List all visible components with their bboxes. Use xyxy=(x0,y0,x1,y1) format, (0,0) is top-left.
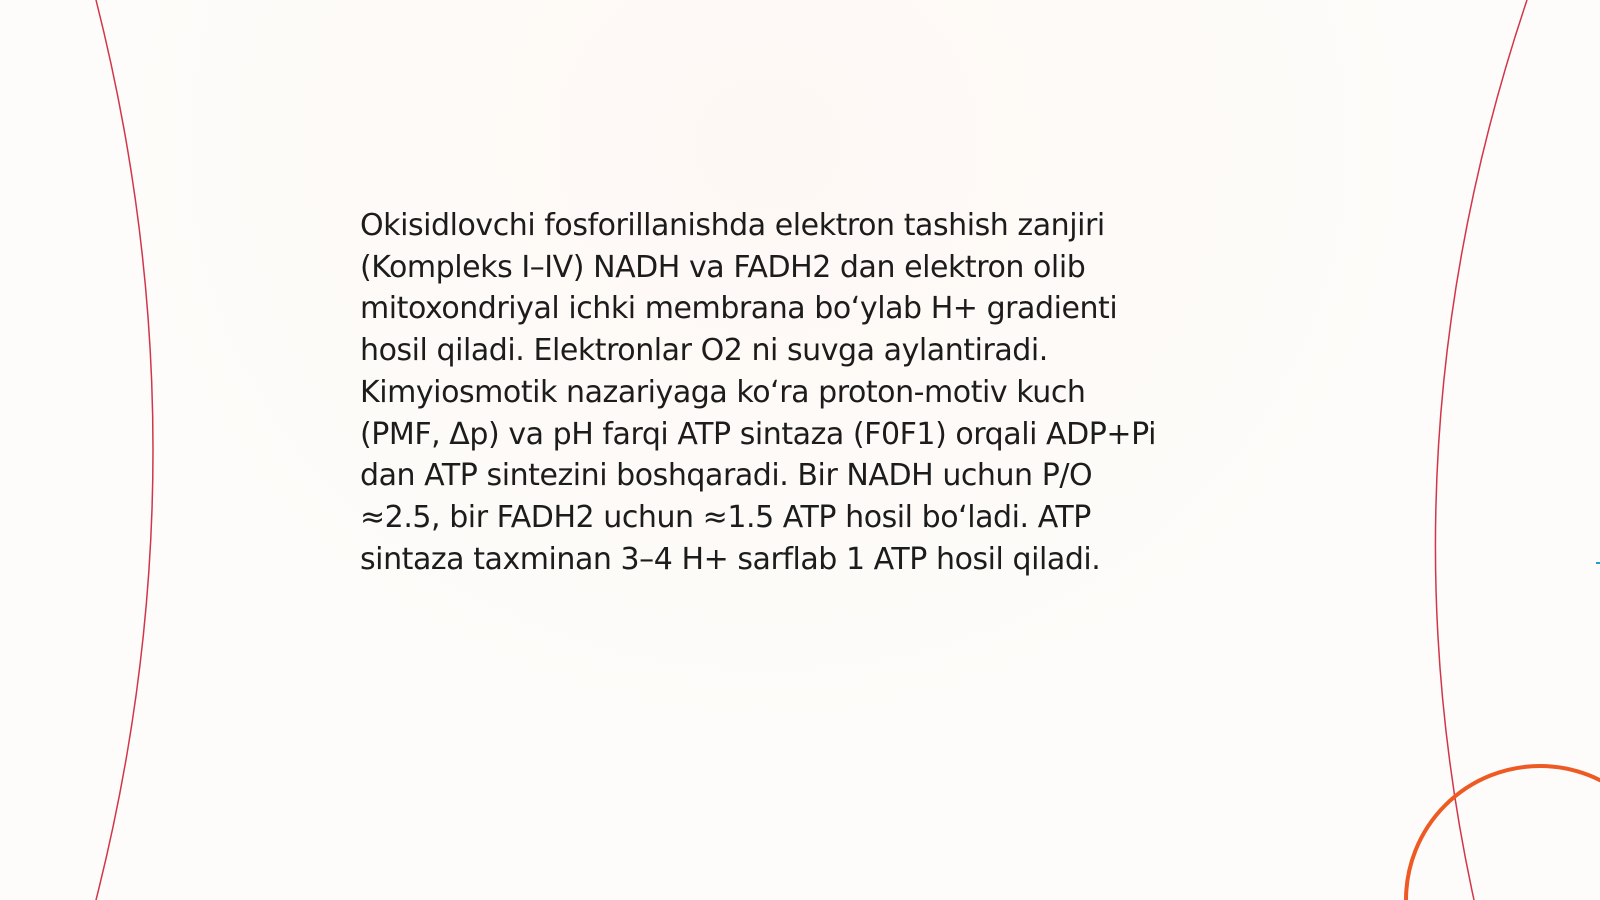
body-line: (Kompleks I–IV) NADH va FADH2 dan elektron olib xyxy=(360,249,1086,285)
body-line: Kimyiosmotik nazariyaga ko‘ra proton-motiv kuch xyxy=(360,374,1086,410)
orange-accent-arc xyxy=(1406,766,1600,900)
body-line: hosil qiladi. Elektronlar O2 ni suvga aylantiradi. xyxy=(360,333,1048,369)
body-line: (PMF, Δp) va pH farqi ATP sintaza (F0F1) orqali ADP+Pi xyxy=(360,416,1156,452)
body-line: ≈2.5, bir FADH2 uchun ≈1.5 ATP hosil bo‘ladi. ATP xyxy=(360,499,1091,535)
slide-body-text xyxy=(360,205,1240,580)
body-line: Okisidlovchi fosforillanishda elektron tashish zanjiri xyxy=(360,208,1105,243)
right-curve-line xyxy=(1435,0,1527,900)
left-curve-line xyxy=(96,0,153,900)
body-line: dan ATP sintezini boshqaradi. Bir NADH uchun P/O xyxy=(360,458,1093,494)
body-line: mitoxondriyal ichki membrana bo‘ylab H+ gradienti xyxy=(360,291,1118,327)
body-line: sintaza taxminan 3–4 H+ sarflab 1 ATP hosil qiladi. xyxy=(360,541,1101,577)
